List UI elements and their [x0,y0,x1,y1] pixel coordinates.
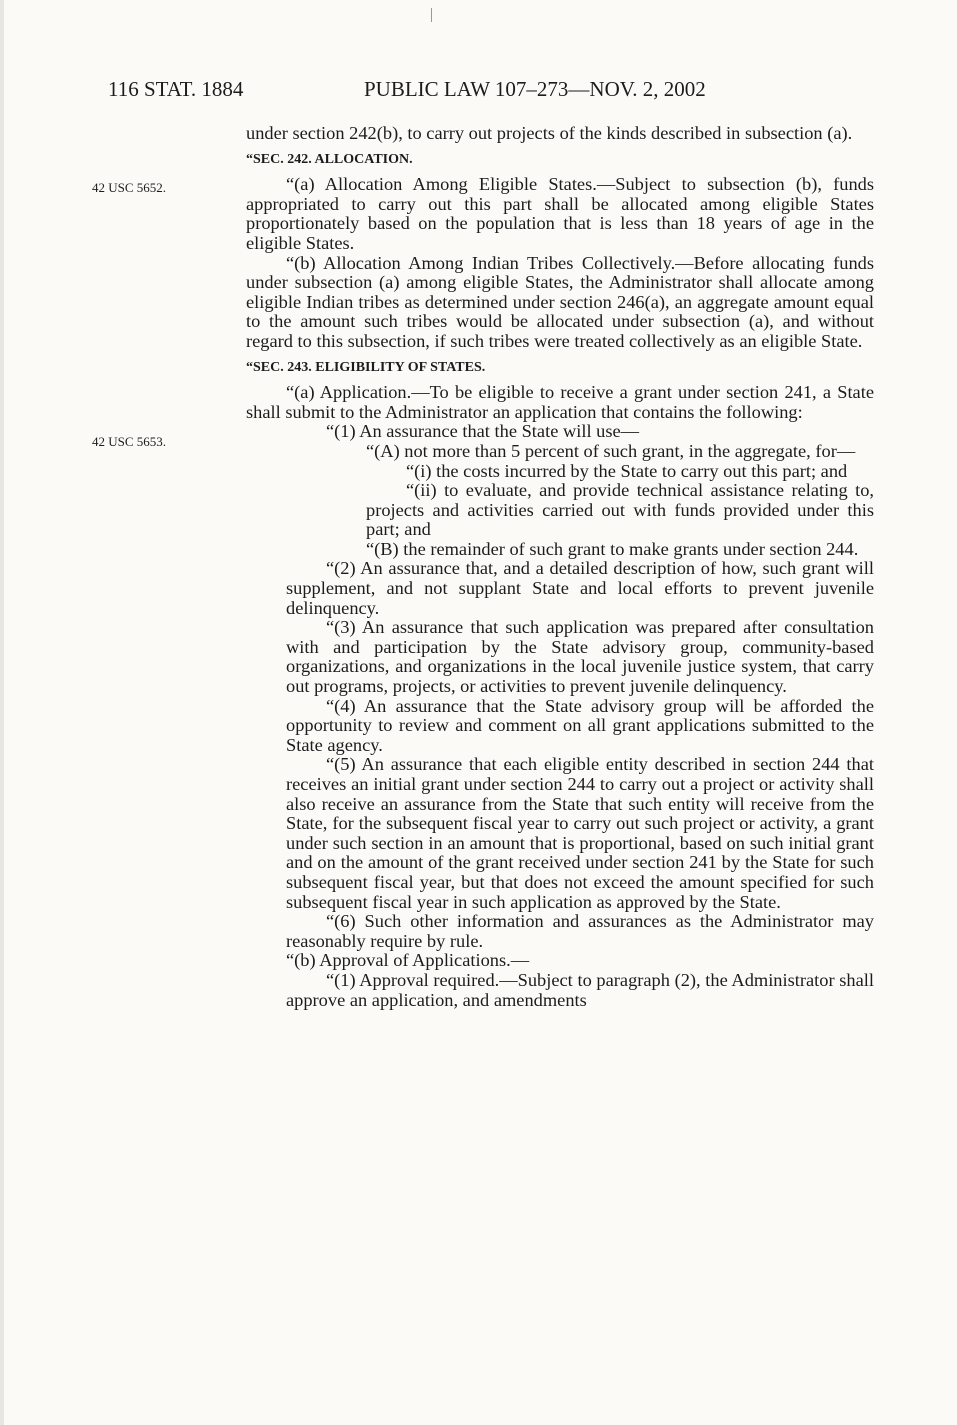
paragraph: “(3) An assurance that such application was prepared after consultation with and participation by the State advisory group, community-based organizations, and organizations in the local juvenile justice system, that carry out programs, projects, or activities to prevent juvenile delinquency. [286,617,874,697]
stat-citation: 116 STAT. 1884 [108,77,244,101]
paragraph: under section 242(b), to carry out projects of the kinds described in subsection (a). [246,123,853,143]
margin-note: 42 USC 5653. [92,434,167,449]
page-edge [0,0,4,1425]
statute-text [246,124,874,1010]
paragraph: “(2) An assurance that, and a detailed description of how, such grant will supplement, and not supplant State and local efforts to prevent juvenile delinquency. [286,558,874,618]
paragraph: “(B) the remainder of such grant to make grants under section 244. [366,538,859,559]
fold-mark [431,8,432,22]
paragraph: “(a) Application.—To be eligible to receive a grant under section 241, a State shall submit to the Administrator an application that contains the following: [246,382,874,422]
paragraph: “(A) not more than 5 percent of such grant, in the aggregate, for— [366,440,856,461]
page-header [108,74,768,104]
paragraph: “(6) Such other information and assurances as the Administrator may reasonably require by rule. [286,911,874,951]
paragraph: “(b) Approval of Applications.— [286,950,530,971]
margin-note: 42 USC 5652. [92,180,167,195]
paragraph: “(ii) to evaluate, and provide technical assistance relating to, projects and activities carried out with funds provided under this part; and [366,480,874,540]
paragraph: “(1) An assurance that the State will use— [326,421,640,442]
section-heading: “SEC. 243. ELIGIBILITY OF STATES. [246,359,486,375]
paragraph: “(b) Allocation Among Indian Tribes Collectively.—Before allocating funds under subsection (a) among eligible States, the Administrator shall allocate among eligible Indian tribes as determined under section 246(a), an aggregate amount equal to the amount such tribes would be allocated under subsection (a), and without regard to this subsection, if such tribes were treated collectively as an eligible State. [246,252,874,351]
paragraph: “(a) Allocation Among Eligible States.—Subject to subsection (b), funds appropriated to carry out this part shall be allocated among eligible States proportionately based on the population that is less than 18 years of age in the eligible States. [246,174,874,253]
paragraph: “(4) An assurance that the State advisory group will be afforded the opportunity to review and comment on all grant applications submitted to the State agency. [286,695,874,755]
paragraph: “(5) An assurance that each eligible entity described in section 244 that receives an initial grant under section 244 to carry out a project or activity shall also receive an assurance from the State that such entity will receive from the State, for the subsequent fiscal year to carry out such project or activity, a grant under such section in an amount that is proportional, based on such initial grant and on the amount of the grant received under section 241 by the State for such subsequent fiscal year, but that does not exceed the amount specified for such subsequent fiscal year in such application as approved by the State. [286,754,874,912]
paragraph: “(1) Approval required.—Subject to paragraph (2), the Administrator shall approve an application, and amendments [286,969,874,1010]
paragraph: “(i) the costs incurred by the State to carry out this part; and [406,460,848,481]
section-heading: “SEC. 242. ALLOCATION. [246,151,413,167]
public-law-heading: PUBLIC LAW 107–273—NOV. 2, 2002 [364,77,706,101]
